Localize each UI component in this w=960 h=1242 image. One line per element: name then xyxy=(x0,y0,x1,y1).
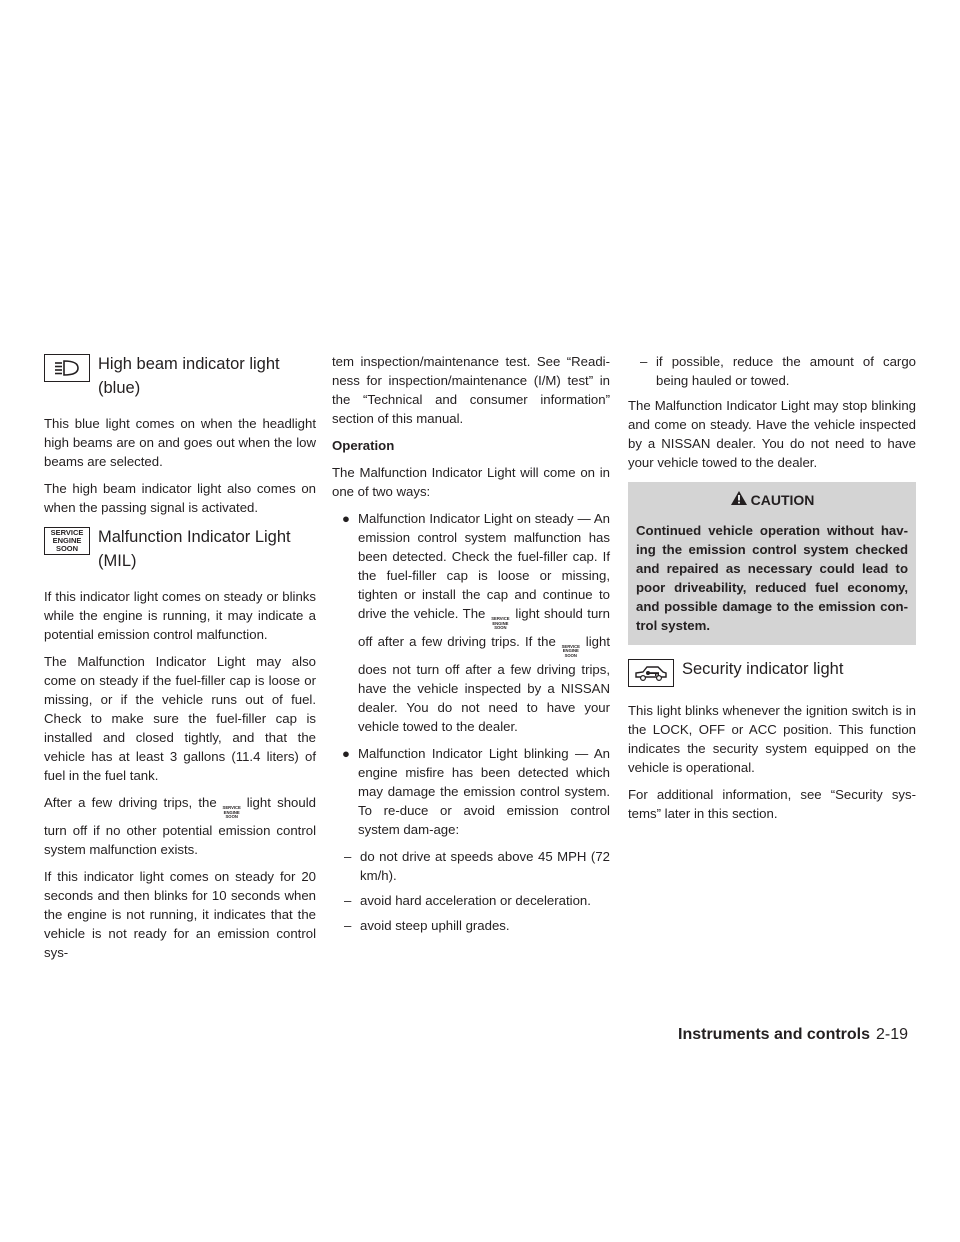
caution-text: Continued vehicle operation without hav-ing the emission control system checked and repaired as necessary could lead to poor driveability, reduced fuel economy, and possible damage to the emission con-trol system. xyxy=(636,523,908,633)
mil-para-2: The Malfunction Indicator Light may also come on steady if the fuel-filler cap is loose or missing, or if the vehicle runs out of fuel. Check to make sure the fuel-filler cap is installed and closed tightly, and that the vehicle has at least 3 gallons (11.4 liters) of fuel in the fuel tank. xyxy=(44,654,316,783)
column-3 xyxy=(628,352,916,831)
service-engine-soon-icon: SERVICE ENGINE SOON xyxy=(222,805,241,820)
dash-item: – avoid steep uphill grades. xyxy=(344,917,510,933)
service-engine-soon-icon: SERVICE ENGINE SOON xyxy=(561,643,580,659)
service-engine-soon-icon: SERVICE ENGINE SOON xyxy=(491,616,510,631)
security-heading xyxy=(628,657,916,687)
warning-triangle-icon xyxy=(730,490,748,511)
caution-heading: CAUTION xyxy=(750,492,815,508)
service-engine-soon-icon: SERVICE ENGINE SOON xyxy=(44,527,90,555)
mil-para-3: After a few driving trips, the SERVICE ENGINE SOON light should turn off if no other potential emission control system malfunction exists. xyxy=(44,795,316,857)
readiness-para: tem inspection/maintenance test. See “Readi-ness for inspection/maintenance (I/M) test” in the “Technical and consumer information” section of this manual. xyxy=(332,354,610,426)
column-1 xyxy=(44,352,316,970)
footer-section: Instruments and controls xyxy=(678,1026,871,1043)
column-2 xyxy=(332,352,610,941)
high-beam-para-1: This blue light comes on when the headlight high beams are on and goes out when the low beams are selected. xyxy=(44,416,316,469)
mil-title-line2: (MIL) xyxy=(98,552,137,570)
high-beam-title-line2: (blue) xyxy=(98,379,141,397)
mil-para-4: If this indicator light comes on steady for 20 seconds and then blinks for 10 seconds when the engine is not running, it indicates that the vehicle is not ready for an emission control sys- xyxy=(44,868,316,960)
operation-heading: Operation xyxy=(332,438,395,453)
security-title: Security indicator light xyxy=(682,660,844,678)
dash-item: – if possible, reduce the amount of cargo being hauled or towed. xyxy=(640,354,916,388)
headlight-high-beam-icon xyxy=(44,354,90,382)
mil-para-1: If this indicator light comes on steady or blinks while the engine is running, it may indicate a potential emission control malfunction. xyxy=(44,589,316,642)
dash-item: – avoid hard acceleration or deceleration. xyxy=(344,892,591,908)
operation-intro: The Malfunction Indicator Light will come on in one of two ways: xyxy=(332,465,610,499)
car-security-icon xyxy=(628,659,674,687)
list-item: ● Malfunction Indicator Light blinking — An engine misfire has been detected which may damage the emission control system. To re-duce or avoid emission control system dam-age: xyxy=(342,745,610,837)
list-item: ● Malfunction Indicator Light on steady — An emission control system malfunction has been detected. Check the fuel-filler cap. If the fuel-filler cap is loose or missing, tighten or install the cap and continue to drive the vehicle. The SERVICE ENGINE SOON light should turn off after a few driving trips. If the SERVICE ENGINE SOON light does not turn off after a few driving trips, have the vehicle inspected by a NISSAN dealer. You do not need to have your vehicle towed to the dealer. xyxy=(342,511,611,734)
security-para-2: For additional information, see “Security sys-tems” later in this section. xyxy=(628,787,916,821)
operation-list xyxy=(332,509,610,839)
high-beam-title-line1: High beam indicator light xyxy=(98,355,280,373)
mil-stop-blinking-para: The Malfunction Indicator Light may stop blinking and come on steady. Have the vehicle inspected by a NISSAN dealer. You do not need to have your vehicle towed to the dealer. xyxy=(628,398,916,470)
security-para-1: This light blinks whenever the ignition switch is in the LOCK, OFF or ACC position. This function indicates the security system equipped on the vehicle is operational. xyxy=(628,703,916,775)
footer-page-number: 2-19 xyxy=(876,1026,909,1043)
mil-title-line1: Malfunction Indicator Light xyxy=(98,528,291,546)
bullet-icon: ● xyxy=(342,511,350,526)
mil-heading xyxy=(44,525,316,573)
caution-box xyxy=(628,482,916,645)
bullet-icon: ● xyxy=(342,745,350,761)
page-footer xyxy=(678,1026,908,1044)
dash-item: – do not drive at speeds above 45 MPH (72 km/h). xyxy=(344,848,610,883)
high-beam-para-2: The high beam indicator light also comes on when the passing signal is activated. xyxy=(44,481,316,515)
high-beam-heading xyxy=(44,352,316,400)
